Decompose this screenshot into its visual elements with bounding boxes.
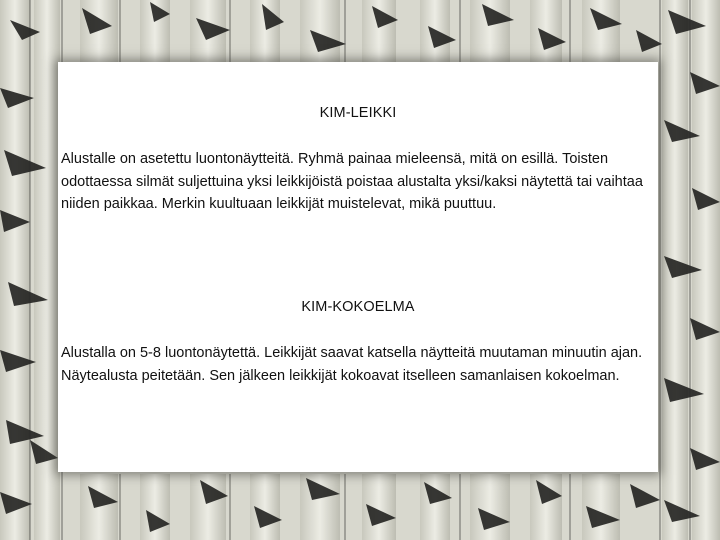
kim-leikki-description: Alustalle on asetettu luontonäytteitä. Ryhmä painaa mieleensä, mitä on esillä. Toisten odottaessa silmät suljettuina yksi leikkijöistä poistaa alustalta yksi/kaksi näytettä tai vaihtaa niiden paikkaa. Merkin kuultuaan leikkijät muistelevat, mikä puuttuu. [61,151,643,212]
slide-content-panel [58,62,658,472]
kim-leikki-title: KIM-LEIKKI [319,105,397,121]
kim-kokoelma-title: KIM-KOKOELMA [301,299,415,315]
kim-kokoelma-description: Alustalla on 5-8 luontonäytettä. Leikkijät saavat katsella näytteitä muutaman minuutin ajan. Näytealusta peitetään. Sen jälkeen leikkijät kokoavat itselleen samanlaisen kokoelman. [61,345,643,384]
